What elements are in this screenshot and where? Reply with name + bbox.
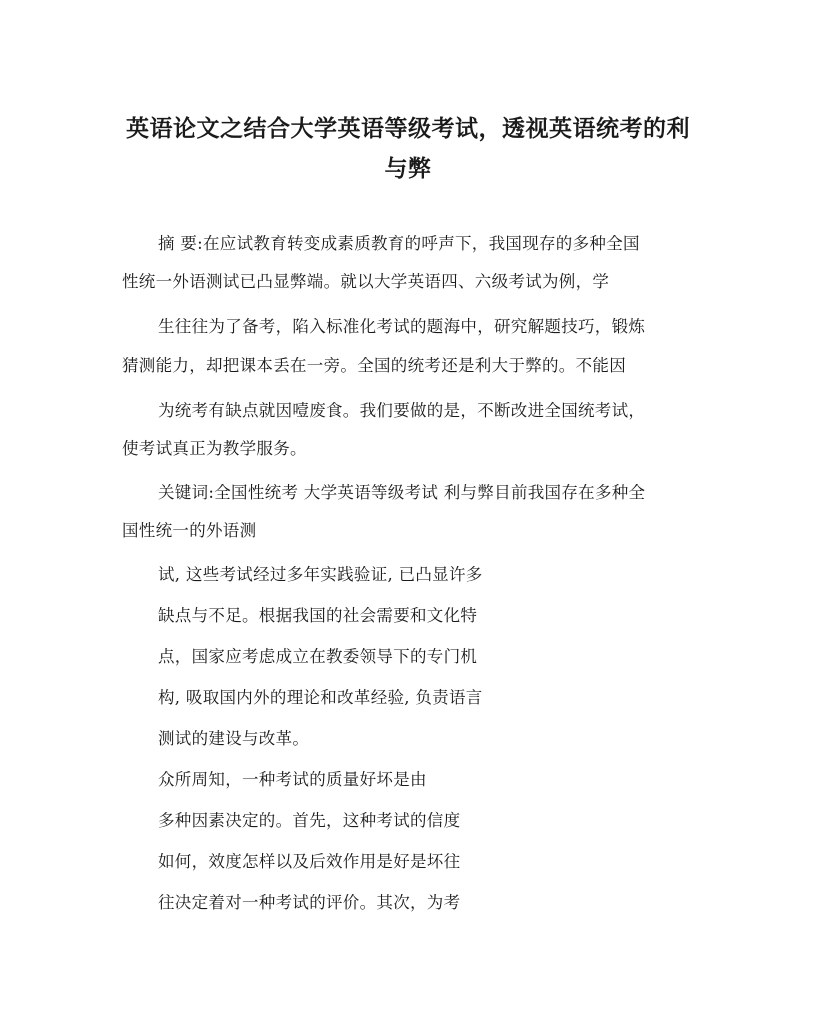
abstract-line-2: 性统一外语测试已凸显弊端。就以大学英语四、六级考试为例，学	[122, 272, 610, 291]
body-line-4: 构, 吸取国内外的理论和改革经验, 负责语言	[158, 688, 483, 707]
body-line-6: 众所周知，一种考试的质量好坏是由	[158, 770, 427, 789]
document-title-line-2: 与弊	[384, 155, 432, 182]
body-line-8: 如何，效度怎样以及后效作用是好是坏往	[158, 852, 461, 871]
body-line-1: 试, 这些考试经过多年实践验证, 已凸显许多	[158, 565, 483, 584]
keywords-line-2: 国性统一的外语测	[122, 521, 257, 540]
keywords-line-1: 关键词:全国性统考 大学英语等级考试 利与弊目前我国存在多种全	[158, 483, 646, 502]
body-line-5: 测试的建设与改革。	[158, 729, 310, 748]
body-line-2: 缺点与不足。根据我国的社会需要和文化特	[158, 606, 478, 625]
abstract-line-5: 为统考有缺点就因噎废食。我们要做的是，不断改进全国统考试，	[158, 401, 646, 420]
abstract-line-1: 摘 要:在应试教育转变成素质教育的呼声下，我国现存的多种全国	[158, 234, 640, 253]
document-title-line-1: 英语论文之结合大学英语等级考试，透视英语统考的利	[126, 115, 690, 142]
abstract-line-3: 生往往为了备考，陷入标准化考试的题海中，研究解题技巧，锻炼	[158, 317, 646, 336]
body-line-3: 点，国家应考虑成立在教委领导下的专门机	[158, 647, 478, 666]
abstract-line-6: 使考试真正为教学服务。	[122, 439, 307, 458]
body-line-7: 多种因素决定的。首先，这种考试的信度	[158, 811, 461, 830]
body-line-9: 往决定着对一种考试的评价。其次，为考	[158, 893, 461, 912]
abstract-line-4: 猜测能力，却把课本丢在一旁。全国的统考还是利大于弊的。不能因	[122, 356, 626, 375]
